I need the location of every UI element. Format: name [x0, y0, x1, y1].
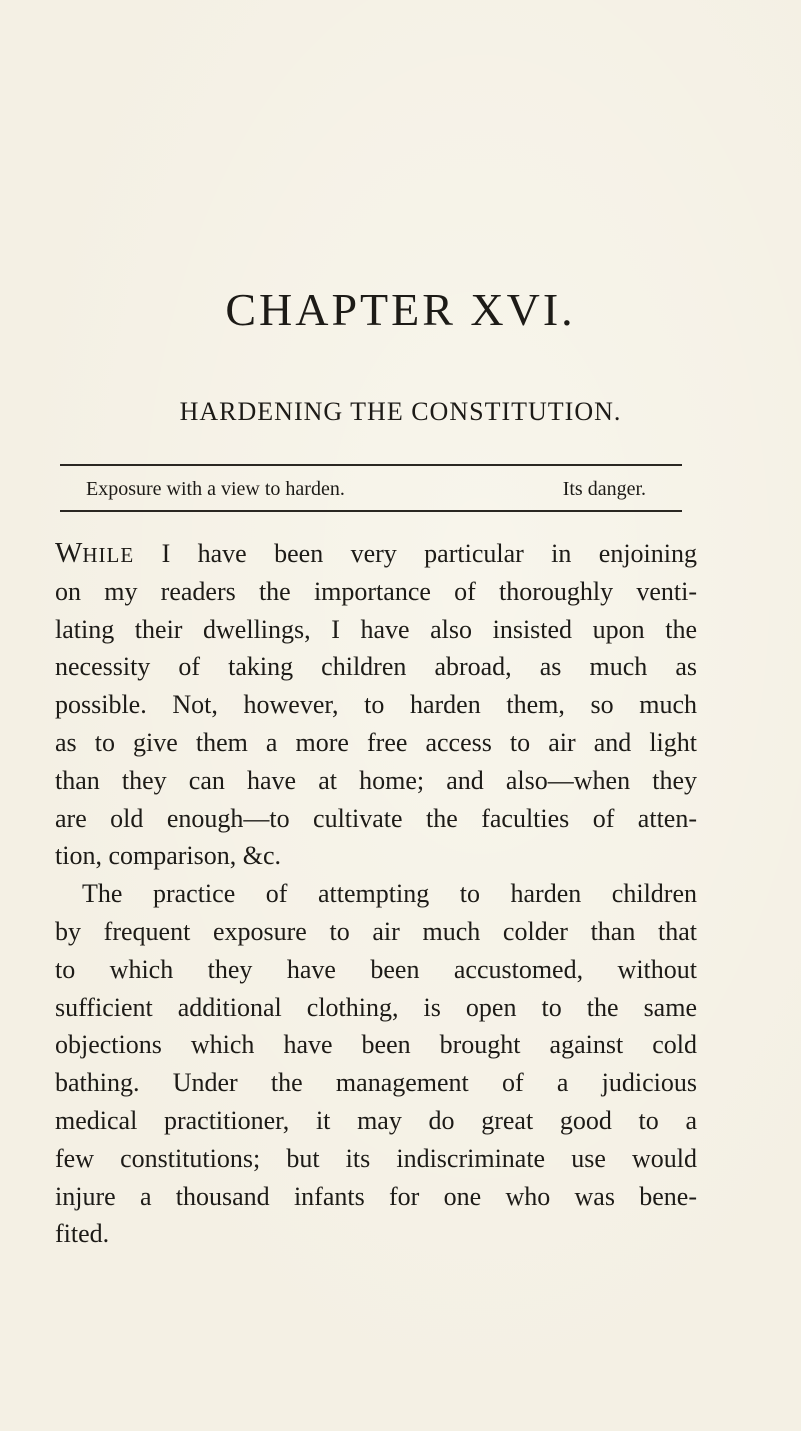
drop-initial: W: [55, 537, 83, 569]
text-line: are old enough—to cultivate the faculties of atten-: [55, 803, 697, 833]
text-line: as to give them a more free access to air and light: [55, 727, 697, 757]
summary-topic-danger: Its danger.: [562, 478, 646, 500]
text-line: tion, comparison, &c.: [55, 841, 282, 871]
text-line: possible. Not, however, to harden them, so much: [55, 690, 697, 720]
text-line: by frequent exposure to air much colder than that: [55, 916, 697, 946]
text-line: The practice of attempting to harden children: [82, 879, 697, 909]
summary-rule-top: [60, 464, 682, 466]
chapter-title: CHAPTER XVI.: [225, 284, 576, 335]
summary-rule-bottom: [60, 510, 682, 512]
text-line: on my readers the importance of thoroughly venti-: [55, 576, 697, 606]
text-line: lating their dwellings, I have also insisted upon the: [55, 614, 697, 644]
paragraph-1-line-1-rest: I have been very particular in enjoining: [134, 539, 697, 568]
text-line: bathing. Under the management of a judicious: [55, 1068, 697, 1098]
small-caps-word: HILE: [82, 543, 135, 567]
text-line: medical practitioner, it may do great good to a: [55, 1105, 697, 1135]
text-line: objections which have been brought against cold: [55, 1030, 697, 1060]
section-title: HARDENING THE CONSTITUTION.: [179, 397, 622, 426]
text-line: sufficient additional clothing, is open to the same: [55, 992, 697, 1022]
chapter-body: [55, 535, 697, 1253]
paragraph-1-line-1: [55, 535, 697, 573]
text-line: to which they have been accustomed, without: [55, 954, 697, 984]
text-line: than they can have at home; and also—when they: [55, 765, 697, 795]
summary-topic-exposure: Exposure with a view to harden.: [86, 478, 345, 500]
text-line: few constitutions; but its indiscriminate use would: [55, 1143, 697, 1173]
text-line: injure a thousand infants for one who was bene-: [55, 1181, 697, 1211]
text-line: necessity of taking children abroad, as much as: [55, 652, 697, 682]
chapter-summary: [86, 474, 646, 504]
text-line: fited.: [55, 1219, 110, 1249]
